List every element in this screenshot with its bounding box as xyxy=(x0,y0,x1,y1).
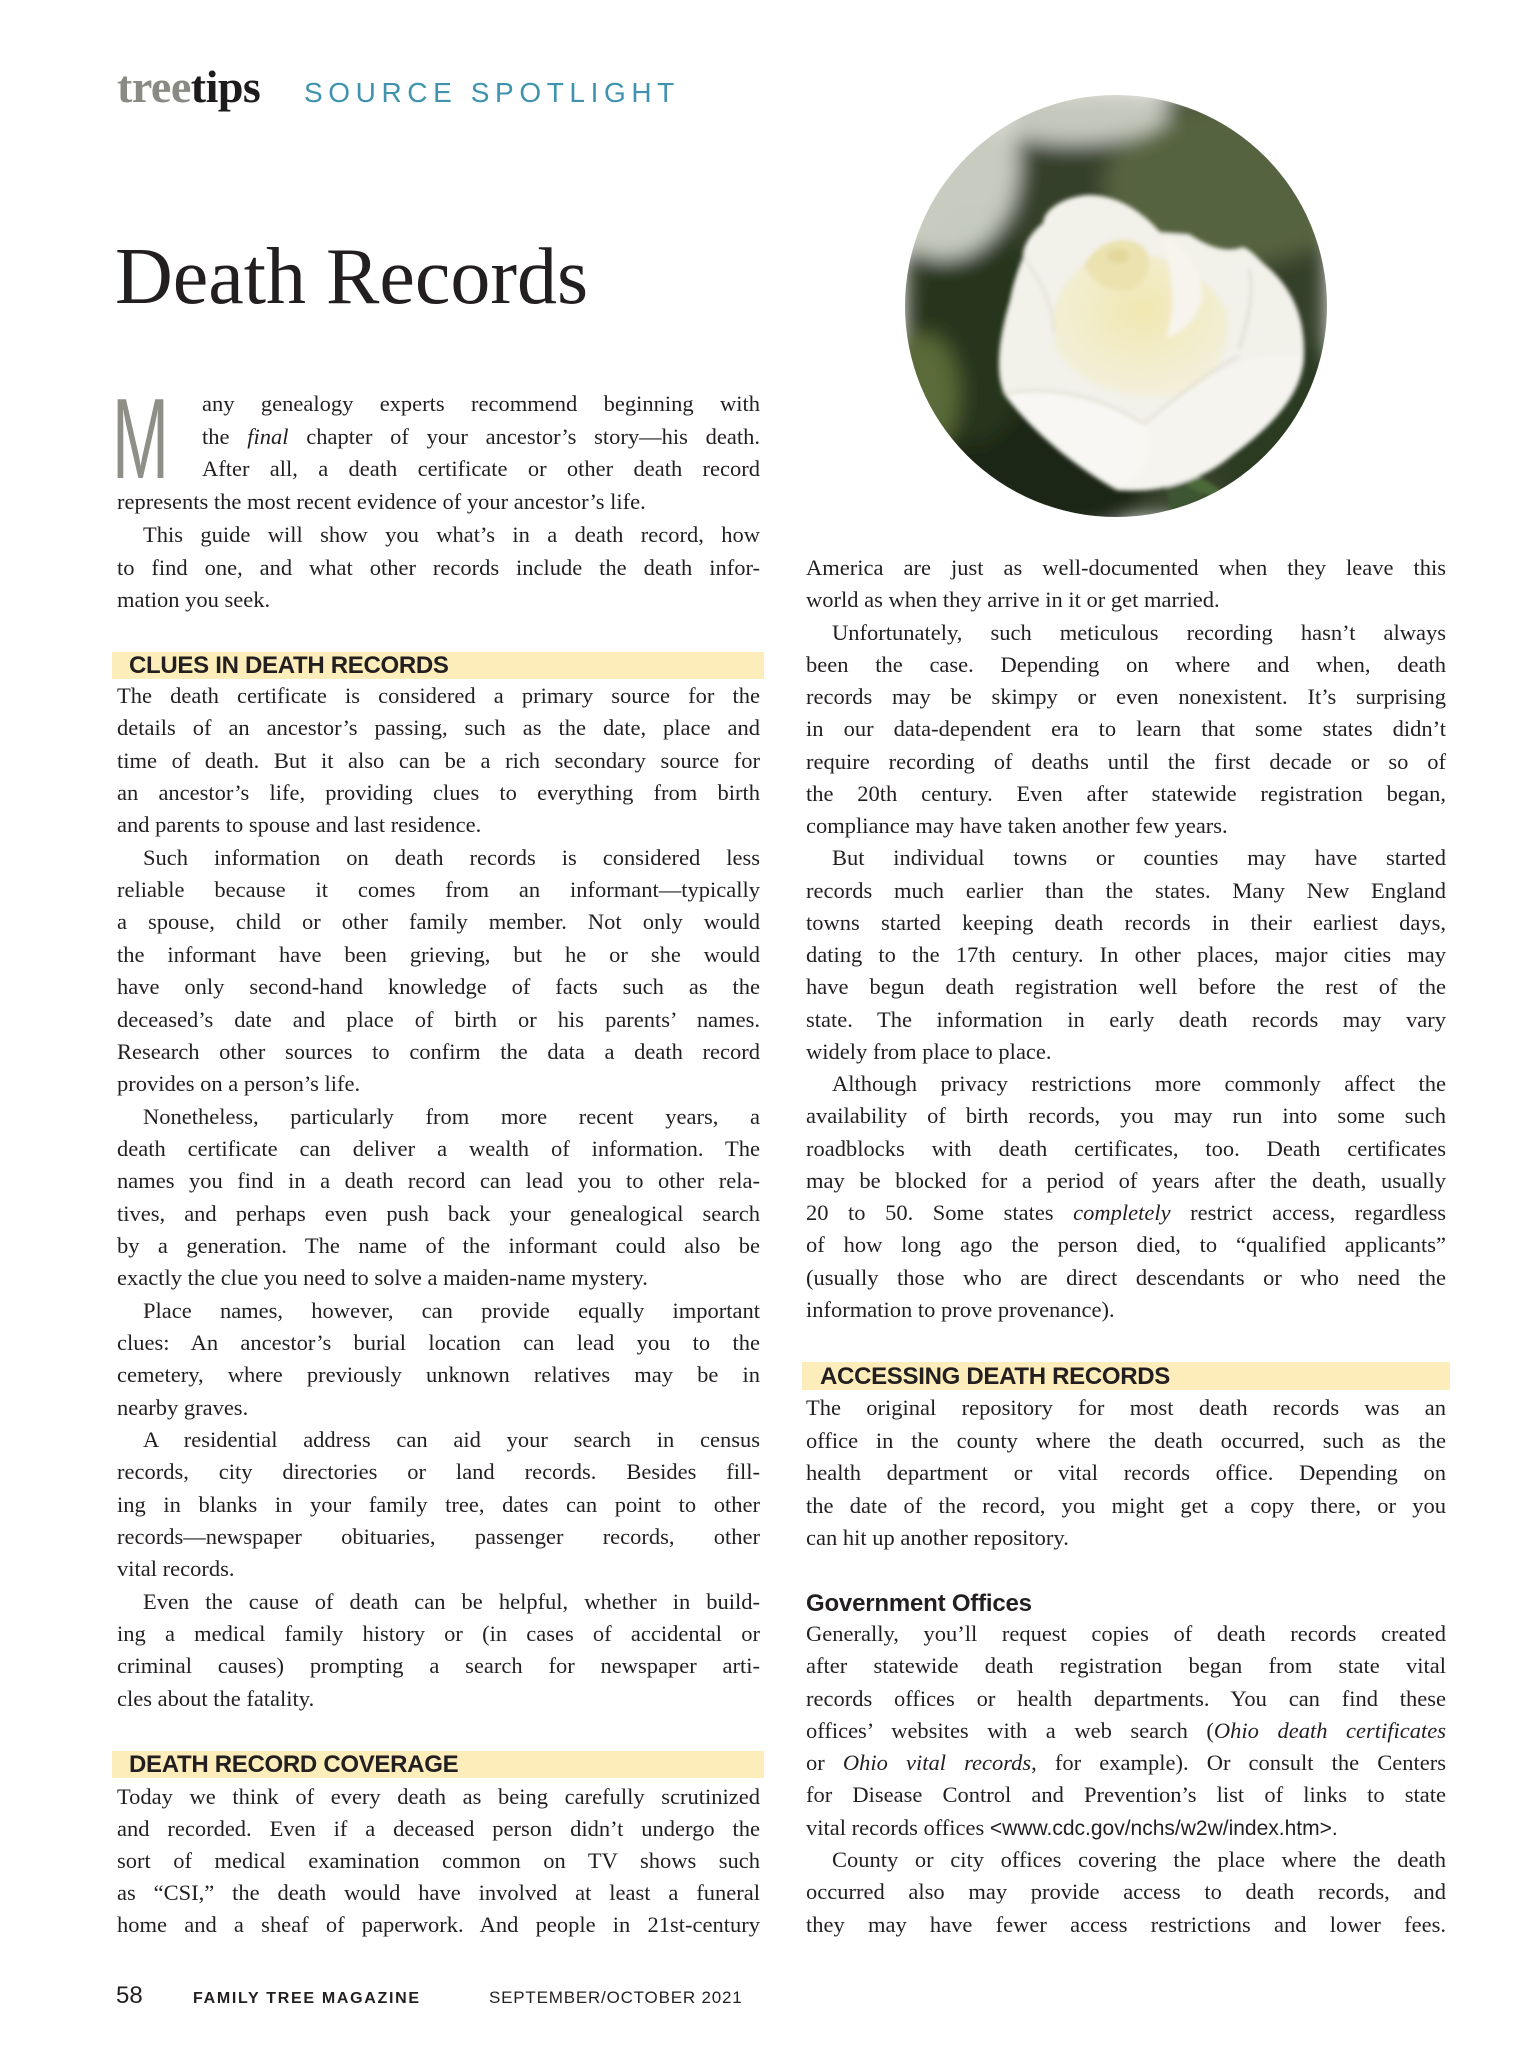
section-heading-text: CLUES IN DEATH RECORDS xyxy=(129,652,449,679)
text-line: ing in blanks in your family tree, dates can point to other xyxy=(117,1492,760,1517)
text-line: dating to the 17th century. In other places, major cities may xyxy=(806,942,1446,967)
text-line: vital records. xyxy=(117,1556,235,1581)
text-line: deceased’s date and place of birth or his parents’ names. xyxy=(117,1007,760,1032)
text-line: they may have fewer access restrictions and lower fees. xyxy=(806,1912,1446,1937)
text-line: represents the most recent evidence of your ancestor’s life. xyxy=(117,489,646,514)
text-line xyxy=(806,1811,1446,1844)
text-line: sort of medical examination common on TV shows such xyxy=(117,1848,760,1873)
text-line: Even the cause of death can be helpful, whether in build- xyxy=(143,1589,760,1614)
text-line: reliable because it comes from an informant—typically xyxy=(117,877,760,902)
text-line: have only second-hand knowledge of facts such as the xyxy=(117,974,760,999)
brand-tips: tips xyxy=(190,61,261,112)
text-line: details of an ancestor’s passing, such as the date, place and xyxy=(117,715,760,740)
text-line: The death certificate is considered a primary source for the xyxy=(117,683,760,708)
text-line: require recording of deaths until the first decade or so of xyxy=(806,749,1446,774)
text-line: in our data-dependent era to learn that some states didn’t xyxy=(806,716,1446,741)
text-line: This guide will show you what’s in a death record, how xyxy=(143,522,760,547)
text-line: But individual towns or counties may have started xyxy=(832,845,1446,870)
section-heading-text: ACCESSING DEATH RECORDS xyxy=(820,1363,1171,1390)
text-line: death certificate can deliver a wealth of information. The xyxy=(117,1136,760,1161)
text-line: mation you seek. xyxy=(117,587,271,612)
text-line: Unfortunately, such meticulous recording hasn’t always xyxy=(832,620,1446,645)
magazine-name: FAMILY TREE MAGAZINE xyxy=(193,1990,421,2007)
text-line: been the case. Depending on where and when, death xyxy=(806,652,1446,677)
text-run: the xyxy=(202,424,248,449)
text-line: towns started keeping death records in their earliest days, xyxy=(806,910,1446,935)
text-line: by a generation. The name of the informant could also be xyxy=(117,1233,760,1258)
text-line: occurred also may provide access to death records, and xyxy=(806,1879,1446,1904)
text-line: The original repository for most death records was an xyxy=(806,1395,1446,1420)
text-line: may be blocked for a period of years after the death, usually xyxy=(806,1168,1446,1193)
issue-date: SEPTEMBER/OCTOBER 2021 xyxy=(489,1988,743,2007)
text-line: nearby graves. xyxy=(117,1395,249,1420)
text-line: any genealogy experts recommend beginning with xyxy=(202,391,760,416)
text-line: County or city offices covering the place where the death xyxy=(832,1847,1446,1872)
text-line: have begun death registration well before the rest of the xyxy=(806,974,1446,999)
text-run: chapter of your ancestor’s story—his death. xyxy=(288,424,760,449)
italic-text: Ohio death certificates xyxy=(1213,1718,1446,1743)
text-line xyxy=(806,1746,1446,1779)
subheading: Government Offices xyxy=(806,1590,1032,1617)
text-line: cemetery, where previously unknown relatives may be in xyxy=(117,1362,760,1387)
text-line: as “CSI,” the death would have involved at least a funeral xyxy=(117,1880,760,1905)
text-line: records much earlier than the states. Many New England xyxy=(806,878,1446,903)
text-line: records offices or health departments. You can find these xyxy=(806,1686,1446,1711)
text-line: records—newspaper obituaries, passenger records, other xyxy=(117,1524,760,1549)
text-line: of how long ago the person died, to “qualified applicants” xyxy=(806,1232,1446,1257)
text-line: Today we think of every death as being carefully scrutinized xyxy=(117,1784,760,1809)
text-line: state. The information in early death records may vary xyxy=(806,1007,1446,1032)
text-line: roadblocks with death certificates, too. Death certificates xyxy=(806,1136,1446,1161)
drop-cap: M xyxy=(112,376,169,503)
text-line: can hit up another repository. xyxy=(806,1525,1069,1550)
text-line: an ancestor’s life, providing clues to everything from birth xyxy=(117,780,760,805)
text-line: ing a medical family history or (in cases of accidental or xyxy=(117,1621,760,1646)
section-heading xyxy=(112,1751,764,1778)
text-line: clues: An ancestor’s burial location can lead you to the xyxy=(117,1330,760,1355)
italic-text: final xyxy=(247,424,289,449)
text-line: Although privacy restrictions more commonly affect the xyxy=(832,1071,1446,1096)
text-line: time of death. But it also can be a rich secondary source for xyxy=(117,748,760,773)
text-run: offices’ websites with a web search ( xyxy=(806,1718,1214,1743)
text-line: After all, a death certificate or other death record xyxy=(202,456,760,481)
page-number: 58 xyxy=(116,1982,143,2009)
text-line: records may be skimpy or even nonexistent. It’s surprising xyxy=(806,684,1446,709)
text-line: names you find in a death record can lead you to other rela- xyxy=(117,1168,760,1193)
text-line: for Disease Control and Prevention’s list of links to state xyxy=(806,1782,1446,1807)
text-line: Nonetheless, particularly from more recent years, a xyxy=(143,1104,760,1129)
text-line: tives, and perhaps even push back your genealogical search xyxy=(117,1201,760,1226)
text-line: after statewide death registration began from state vital xyxy=(806,1653,1446,1678)
text-line: A residential address can aid your search in census xyxy=(143,1427,760,1452)
text-line: Such information on death records is considered less xyxy=(143,845,760,870)
text-run: restrict access, regardless xyxy=(1170,1200,1446,1225)
text-line: and recorded. Even if a deceased person didn’t undergo the xyxy=(117,1816,760,1841)
url-text: <www.cdc.gov/nchs/w2w/index.htm>. xyxy=(989,1817,1338,1840)
text-line: Research other sources to confirm the data a death record xyxy=(117,1039,760,1064)
text-line: the 20th century. Even after statewide registration began, xyxy=(806,781,1446,806)
section-heading xyxy=(112,652,764,679)
text-line xyxy=(806,1196,1446,1229)
text-line: cles about the fatality. xyxy=(117,1686,315,1711)
text-run: , for example). Or consult the Centers xyxy=(1031,1750,1446,1775)
text-line: the informant have been grieving, but he or she would xyxy=(117,942,760,967)
text-line: widely from place to place. xyxy=(806,1039,1052,1064)
text-line: and parents to spouse and last residence. xyxy=(117,812,482,837)
section-heading-text: DEATH RECORD COVERAGE xyxy=(129,1751,459,1778)
text-line: records, city directories or land records. Besides fill- xyxy=(117,1459,760,1484)
text-line: America are just as well-documented when they leave this xyxy=(806,555,1446,580)
rose-photo xyxy=(904,94,1328,518)
text-run: 20 to 50. Some states xyxy=(806,1200,1074,1225)
text-line: world as when they arrive in it or get married. xyxy=(806,587,1220,612)
italic-text: Ohio vital records xyxy=(842,1750,1032,1775)
text-line: health department or vital records office. Depending on xyxy=(806,1460,1446,1485)
text-run: vital records offices xyxy=(806,1815,990,1840)
text-line: Generally, you’ll request copies of death records created xyxy=(806,1621,1446,1646)
text-line: criminal causes) prompting a search for newspaper arti- xyxy=(117,1653,760,1678)
text-line: (usually those who are direct descendants or who need the xyxy=(806,1265,1446,1290)
section-label: SOURCE SPOTLIGHT xyxy=(304,77,680,108)
text-line xyxy=(202,420,760,453)
italic-text: completely xyxy=(1073,1200,1171,1225)
text-line: to find one, and what other records include the death infor- xyxy=(117,555,760,580)
text-line: Place names, however, can provide equally important xyxy=(143,1298,760,1323)
text-line: availability of birth records, you may run into some such xyxy=(806,1103,1446,1128)
text-run: or xyxy=(806,1750,843,1775)
brand-tree: tree xyxy=(117,61,191,112)
text-line: exactly the clue you need to solve a maiden-name mystery. xyxy=(117,1265,648,1290)
page-title: Death Records xyxy=(115,233,589,321)
text-line xyxy=(806,1714,1446,1747)
text-line: provides on a person’s life. xyxy=(117,1071,361,1096)
text-line: information to prove provenance). xyxy=(806,1297,1115,1322)
text-line: the date of the record, you might get a copy there, or you xyxy=(806,1493,1446,1518)
text-line: compliance may have taken another few years. xyxy=(806,813,1228,838)
section-heading xyxy=(802,1362,1450,1390)
text-line: a spouse, child or other family member. Not only would xyxy=(117,909,760,934)
text-line: home and a sheaf of paperwork. And people in 21st-century xyxy=(117,1912,760,1937)
brand-logo xyxy=(117,61,261,112)
text-line: office in the county where the death occurred, such as the xyxy=(806,1428,1446,1453)
